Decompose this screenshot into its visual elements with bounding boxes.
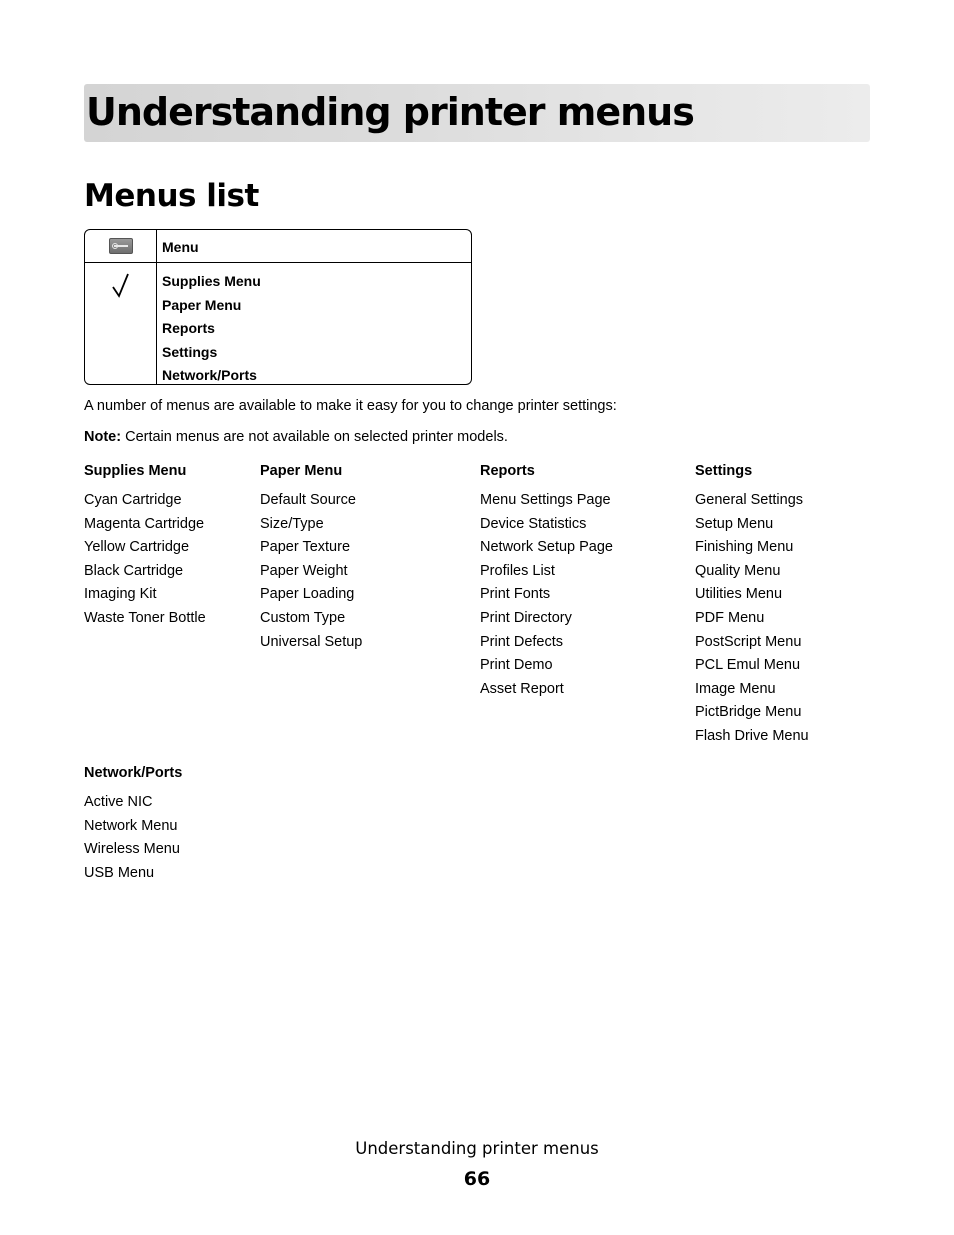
list-item: Print Defects: [480, 633, 563, 650]
chapter-title: Understanding printer menus: [86, 90, 694, 134]
list-item: PCL Emul Menu: [695, 657, 801, 674]
page-number: 66: [463, 1168, 491, 1190]
column-title: Supplies Menu: [84, 463, 187, 479]
list-item: Paper Loading: [260, 586, 355, 603]
checkmark-icon: [109, 272, 133, 298]
list-item: Network Setup Page: [480, 539, 613, 556]
list-item: Yellow Cartridge: [84, 539, 190, 556]
note-text: Certain menus are not available on selected printer models.: [121, 429, 508, 445]
list-item: Universal Setup: [260, 633, 363, 650]
intro-text: A number of menus are available to make it easy for you to change printer settings:: [84, 398, 617, 414]
column-supplies-menu: [84, 462, 206, 626]
list-item: Size/Type: [260, 515, 324, 532]
list-item: Settings: [162, 343, 218, 360]
column-list: [480, 489, 613, 701]
list-item: Paper Weight: [260, 562, 348, 579]
column-title: Reports: [480, 463, 535, 479]
list-item: Print Directory: [480, 609, 572, 626]
list-item: PDF Menu: [695, 609, 765, 626]
list-item: Quality Menu: [695, 562, 781, 579]
list-item: Menu Settings Page: [480, 492, 611, 508]
list-item: Imaging Kit: [84, 586, 157, 603]
column-settings: [695, 462, 809, 744]
list-item: Profiles List: [480, 562, 555, 579]
main-menu-list: [162, 270, 261, 388]
column-list: [260, 489, 362, 654]
table-column-divider: [156, 230, 157, 384]
column-title: Settings: [695, 463, 753, 479]
column-list: [695, 489, 809, 749]
list-item: Network Menu: [84, 817, 178, 834]
column-reports: [480, 462, 613, 697]
footer-chapter-title: Understanding printer menus: [355, 1139, 599, 1158]
list-item: Magenta Cartridge: [84, 515, 205, 532]
menu-key-icon: [109, 238, 133, 254]
list-item: Reports: [162, 320, 215, 337]
note: [84, 428, 508, 446]
list-item: Finishing Menu: [695, 539, 794, 556]
list-item: Setup Menu: [695, 515, 774, 532]
list-item: Active NIC: [84, 794, 153, 810]
list-item: Network/Ports: [162, 367, 257, 384]
list-item: Device Statistics: [480, 515, 587, 532]
column-title: Network/Ports: [84, 765, 183, 781]
list-item: Paper Menu: [162, 296, 242, 313]
table-row-divider: [85, 262, 471, 263]
column-paper-menu: [260, 462, 363, 650]
list-item: Cyan Cartridge: [84, 492, 182, 508]
list-item: Supplies Menu: [162, 273, 261, 289]
list-item: Default Source: [260, 492, 356, 508]
list-item: Print Fonts: [480, 586, 551, 603]
column-title: Paper Menu: [260, 463, 343, 479]
list-item: Print Demo: [480, 657, 553, 674]
menu-key-table: [84, 229, 472, 385]
list-item: Wireless Menu: [84, 841, 180, 858]
list-item: Image Menu: [695, 680, 776, 697]
column-list: [84, 489, 206, 631]
list-item: Utilities Menu: [695, 586, 783, 603]
list-item: General Settings: [695, 492, 804, 508]
list-item: Flash Drive Menu: [695, 727, 809, 744]
column-list: [84, 791, 180, 885]
column-network-ports: [84, 764, 183, 881]
list-item: Paper Texture: [260, 539, 351, 556]
list-item: PostScript Menu: [695, 633, 802, 650]
table-header-menu: Menu: [162, 239, 199, 255]
list-item: Asset Report: [480, 680, 564, 697]
note-label: Note:: [84, 429, 122, 445]
section-title: Menus list: [84, 178, 259, 214]
list-item: Custom Type: [260, 609, 346, 626]
list-item: USB Menu: [84, 864, 155, 881]
list-item: Waste Toner Bottle: [84, 609, 206, 626]
list-item: PictBridge Menu: [695, 704, 802, 721]
list-item: Black Cartridge: [84, 562, 184, 579]
